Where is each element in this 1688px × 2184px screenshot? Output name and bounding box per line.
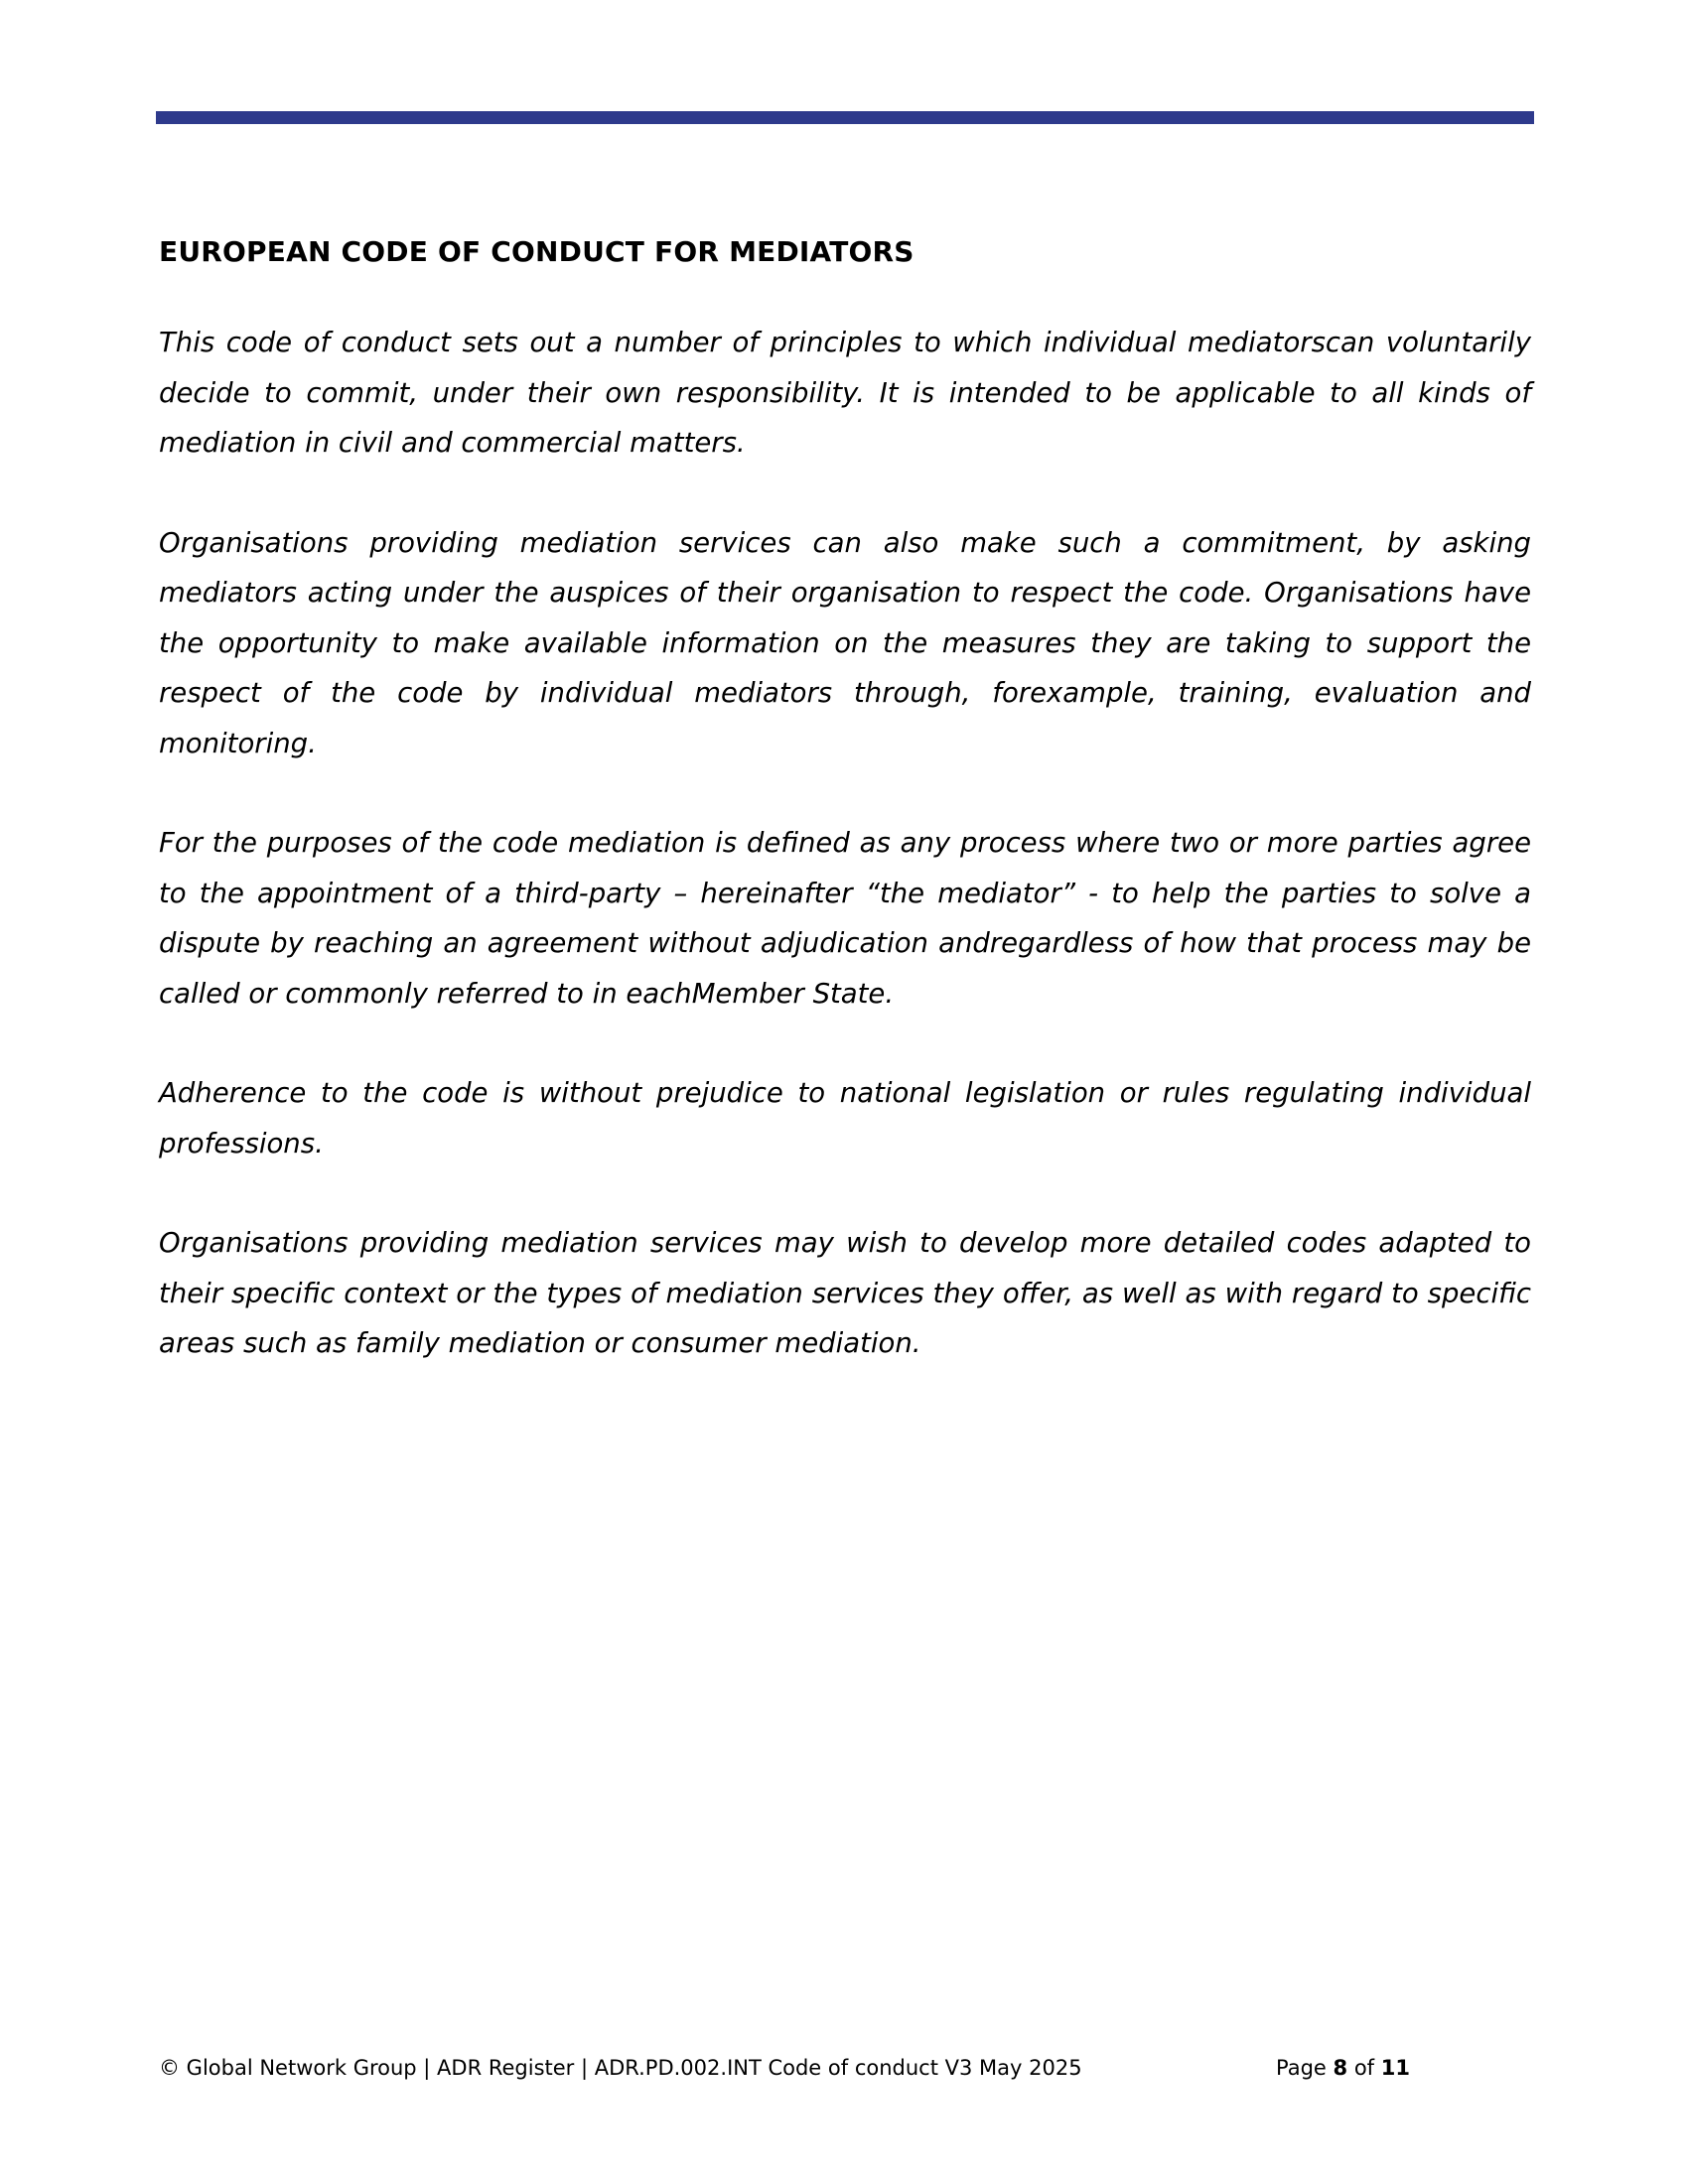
of-label: of <box>1353 2056 1375 2080</box>
document-body <box>159 234 1531 1419</box>
page-indicator <box>1276 2053 1410 2083</box>
paragraph-definition: For the purposes of the code mediation is defined as any process where two or more parties agree to the appointment of a third-party – hereinafter “the mediator” - to help the parties to solve a dispute by reaching an agreement without adjudication andregardless of how that process may be called or commonly referred to in eachMember State. <box>159 827 1531 1010</box>
paragraph-detailed-codes: Organisations providing mediation services may wish to develop more detailed codes adapted to their specific context or the types of mediation services they offer, as well as with regard to specific areas such as family mediation or consumer mediation. <box>159 1227 1531 1359</box>
footer-document-info: © Global Network Group | ADR Register | ADR.PD.002.INT Code of conduct V3 May 2025 <box>159 2056 1082 2080</box>
header-rule <box>156 111 1534 124</box>
paragraph-organisations: Organisations providing mediation services can also make such a commitment, by asking mediators acting under the auspices of their organisation to respect the code. Organisations have the opportunity to make available information on the measures they are taking to support the respect of the code by individual mediators through, forexample, training, evaluation and monitoring. <box>159 526 1531 759</box>
paragraph-adherence: Adherence to the code is without prejudice to national legislation or rules regulating individual professions. <box>159 1077 1531 1160</box>
paragraph-intro: This code of conduct sets out a number of principles to which individual mediatorscan voluntarily decide to commit, under their own responsibility. It is intended to be applicable to all kinds of mediation in civil and commercial matters. <box>159 327 1531 459</box>
page-footer <box>159 2053 1410 2083</box>
page-number: 8 <box>1333 2056 1348 2080</box>
page-label: Page <box>1275 2056 1327 2080</box>
page-total: 11 <box>1380 2056 1410 2080</box>
document-heading: EUROPEAN CODE OF CONDUCT FOR MEDIATORS <box>159 235 914 268</box>
